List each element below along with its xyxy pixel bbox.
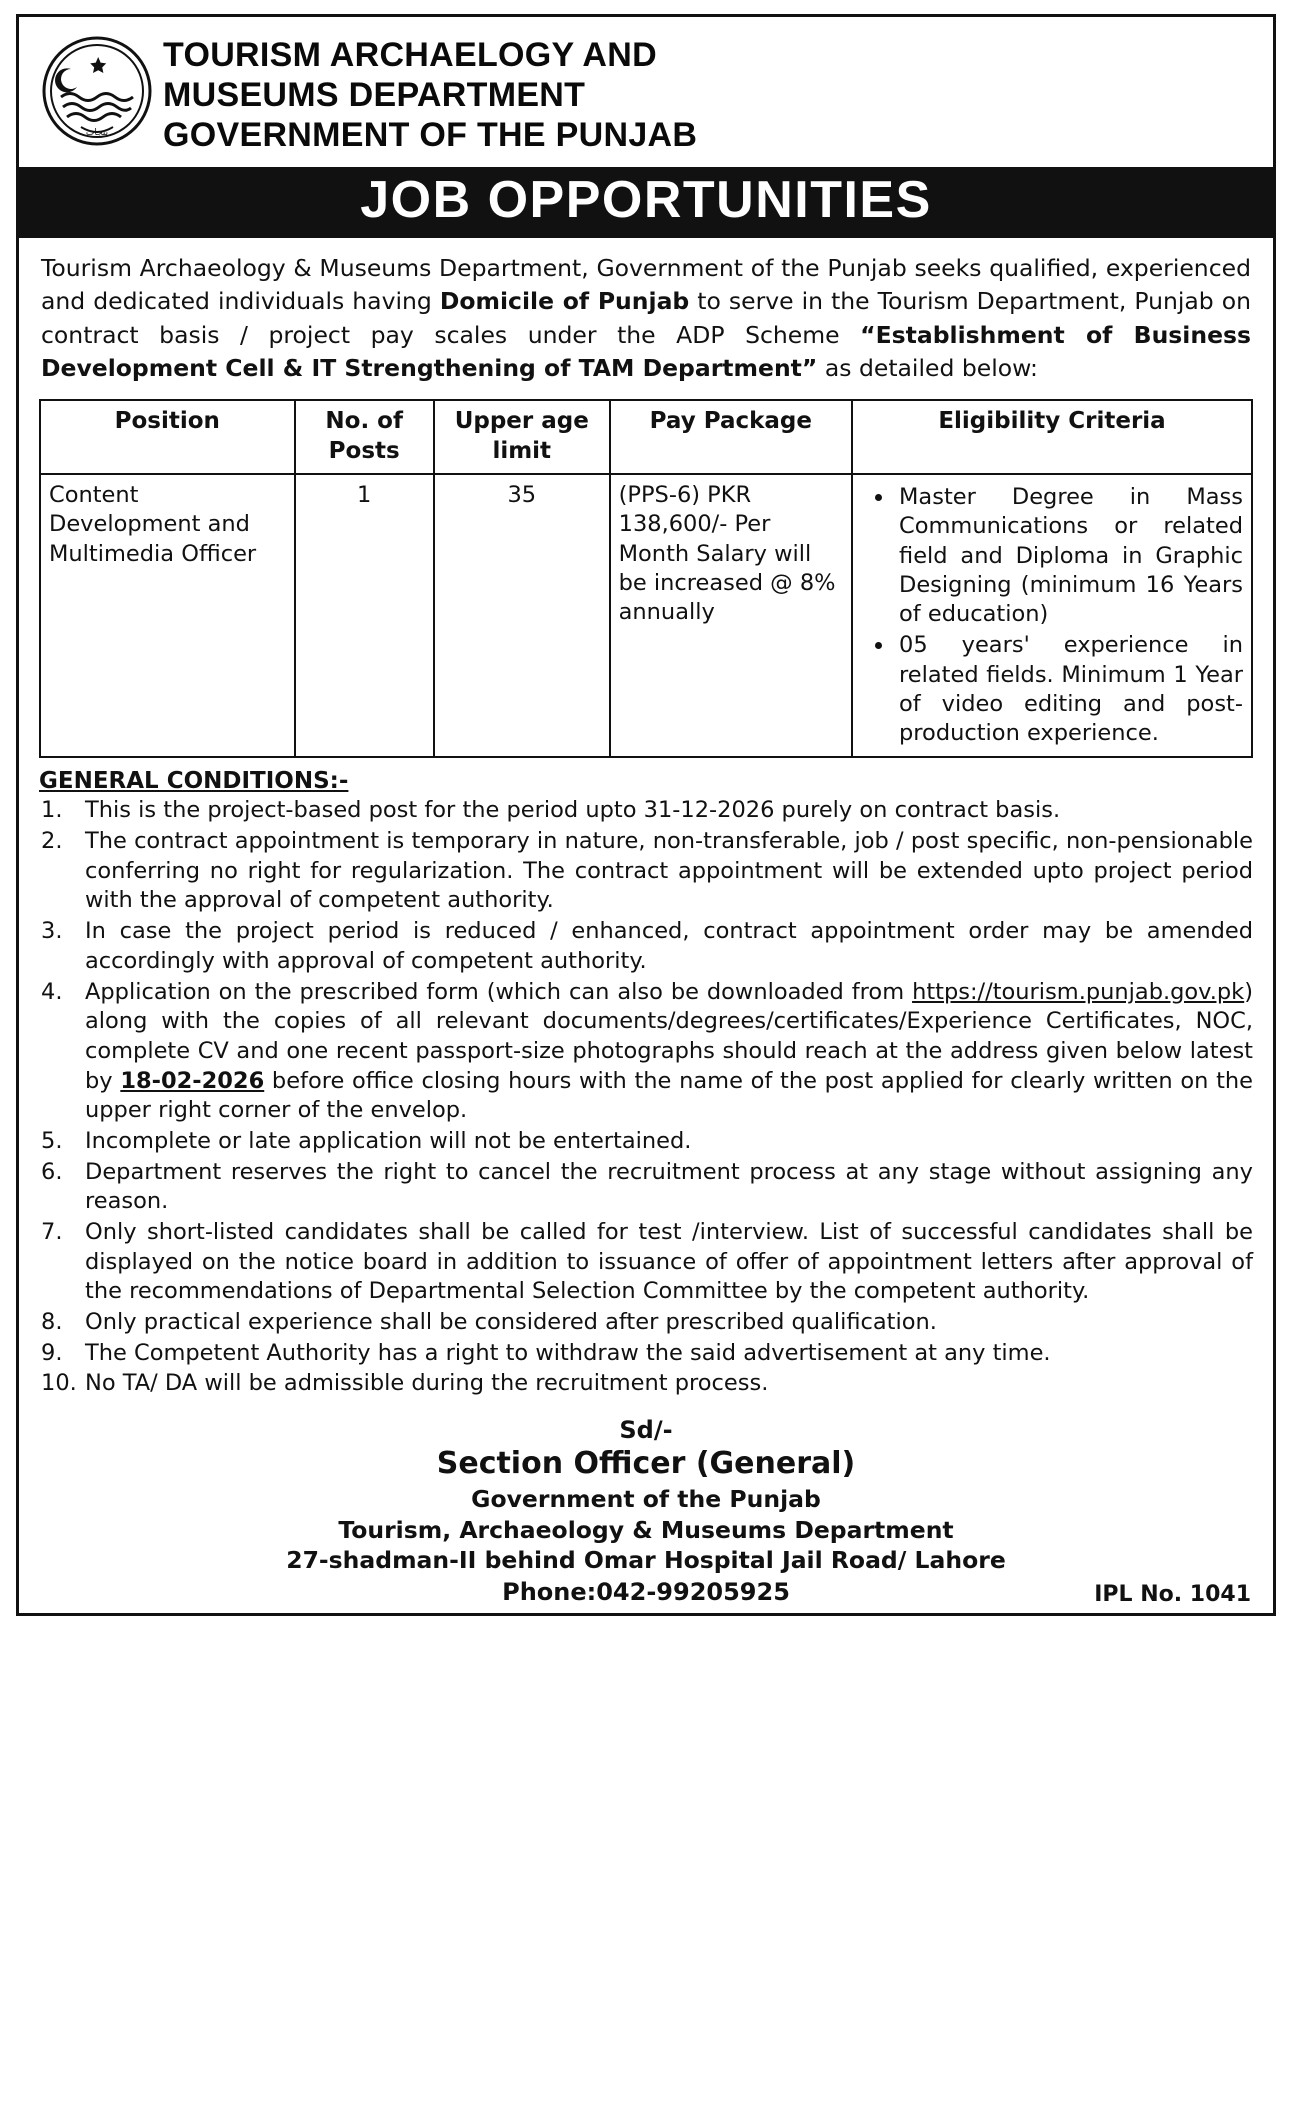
column-header-pay-package: Pay Package [610,400,852,474]
condition-text: The Competent Authority has a right to withdraw the said advertisement at any time. [85,1339,1051,1366]
advertisement-frame [16,14,1276,1616]
condition-item [39,1308,1253,1338]
condition-item [39,1369,1253,1399]
officer-title: Section Officer (General) [436,1446,856,1482]
general-conditions-title: GENERAL CONDITIONS:- [39,768,349,795]
column-header-age-limit: Upper age limit [434,400,610,474]
document-header [19,17,1273,163]
condition-item [39,796,1253,826]
cell-eligibility [852,474,1252,757]
condition-item [39,1127,1253,1157]
intro-part-3: as detailed below: [817,354,1038,382]
dept-title-line-2: MUSEUMS DEPARTMENT [163,76,586,115]
condition-text: No TA/ DA will be admissible during the recruitment process. [85,1370,769,1397]
intro-bold-scheme: “Establishment of Business Development Cell & IT Strengthening of TAM Department” [41,320,1251,382]
list-item: • 05 years' experience in related fields. Minimum 1 Year of video editing and post-production experience. [895,631,1243,748]
column-header-position: Position [40,400,295,474]
condition-number: 10. [41,1370,77,1397]
condition-number: 7. [41,1219,63,1246]
condition-text: Application on the prescribed form (which can also be downloaded from https://tourism.punjab.gov.pk) along with the copies of all relevant documents/degrees/certificates/Experience Certificates, NOC, complete CV and one recent passport-size photographs should reach at the address given below latest by 18-02-2026 before office closing hours with the name of the post applied for clearly written on the upper right corner of the envelop. [85,978,1254,1124]
condition-number: 4. [41,978,63,1005]
list-item: • Master Degree in Mass Communications or related field and Diploma in Graphic Designing (minimum 16 Years of education) [895,483,1243,629]
punjab-government-crest-icon [37,31,157,147]
cell-posts: 1 [295,474,434,757]
general-conditions-section [19,758,1273,1406]
intro-part-1: Tourism Archaeology & Museums Department, Government of the Punjab seeks qualified, experienced and dedicated individuals having [41,253,1251,316]
general-conditions-list [39,796,1253,1399]
department-title [157,31,1255,155]
condition-item [39,827,1253,916]
positions-table-wrapper [19,395,1273,758]
dept-title-line-1: TOURISM ARCHAELOGY AND [163,36,657,74]
condition-number: 9. [41,1339,63,1366]
footer-line-3: 27-shadman-II behind Omar Hospital Jail Road/ Lahore [286,1546,1006,1575]
condition-text: Department reserves the right to cancel the recruitment process at any stage without assigning any reason. [85,1158,1253,1215]
eligibility-list [861,483,1243,748]
column-header-posts: No. of Posts [295,400,434,474]
condition-number: 3. [41,918,63,945]
intro-paragraph [19,238,1273,395]
condition-text: Only practical experience shall be considered after prescribed qualification. [85,1309,937,1336]
condition-item [39,1218,1253,1307]
condition-number: 5. [41,1127,63,1154]
cell-age-limit: 35 [434,474,610,757]
intro-part-2: to serve in the Tourism Department, Punjab on contract basis / project pay scales under the ADP Scheme [41,287,1251,349]
condition-number: 8. [41,1309,63,1336]
cell-position: Content Development and Multimedia Officer [40,474,295,757]
footer-line-2: Tourism, Archaeology & Museums Department [338,1515,954,1544]
condition-item [39,917,1253,976]
ipl-number: IPL No. 1041 [1094,1581,1251,1607]
positions-table [39,399,1253,758]
condition-text: Only short-listed candidates shall be called for test /interview. List of successful candidates shall be displayed on the notice board in addition to issuance of offer of appointment letters after approval of the recommendations of Departmental Selection Committee by the competent authority. [85,1219,1253,1305]
condition-text: In case the project period is reduced / enhanced, contract appointment order may be amended accordingly with approval of competent authority. [85,918,1253,974]
condition-text: The contract appointment is temporary in nature, non-transferable, job / post specific, non-pensionable conferring no right for regularization. The contract appointment will be extended upto project period with the approval of competent authority. [85,828,1253,914]
svg-text:پنجاب: پنجاب [85,128,109,138]
banner-label: JOB OPPORTUNITIES [360,171,932,230]
signature-label: Sd/- [619,1416,673,1445]
condition-number: 6. [41,1158,63,1185]
footer-line-1: Government of the Punjab [471,1485,821,1514]
document-footer [19,1406,1273,1608]
condition-text: Incomplete or late application will not be entertained. [85,1127,692,1154]
condition-item [39,1158,1253,1217]
condition-item [39,1339,1253,1369]
condition-number: 1. [41,797,63,824]
condition-item [39,978,1253,1126]
job-opportunities-banner [19,167,1273,238]
condition-number: 2. [41,828,63,855]
condition-text: This is the project-based post for the period upto 31-12-2026 purely on contract basis. [85,797,1061,824]
dept-title-line-3: GOVERNMENT OF THE PUNJAB [163,116,698,155]
table-row [40,474,1252,757]
column-header-eligibility: Eligibility Criteria [852,400,1252,474]
intro-bold-domicile: Domicile of Punjab [439,287,690,316]
table-header-row [40,400,1252,474]
footer-phone: Phone:042-99205925 [502,1577,790,1606]
cell-pay-package: (PPS-6) PKR 138,600/- Per Month Salary will be increased @ 8% annually [610,474,852,757]
